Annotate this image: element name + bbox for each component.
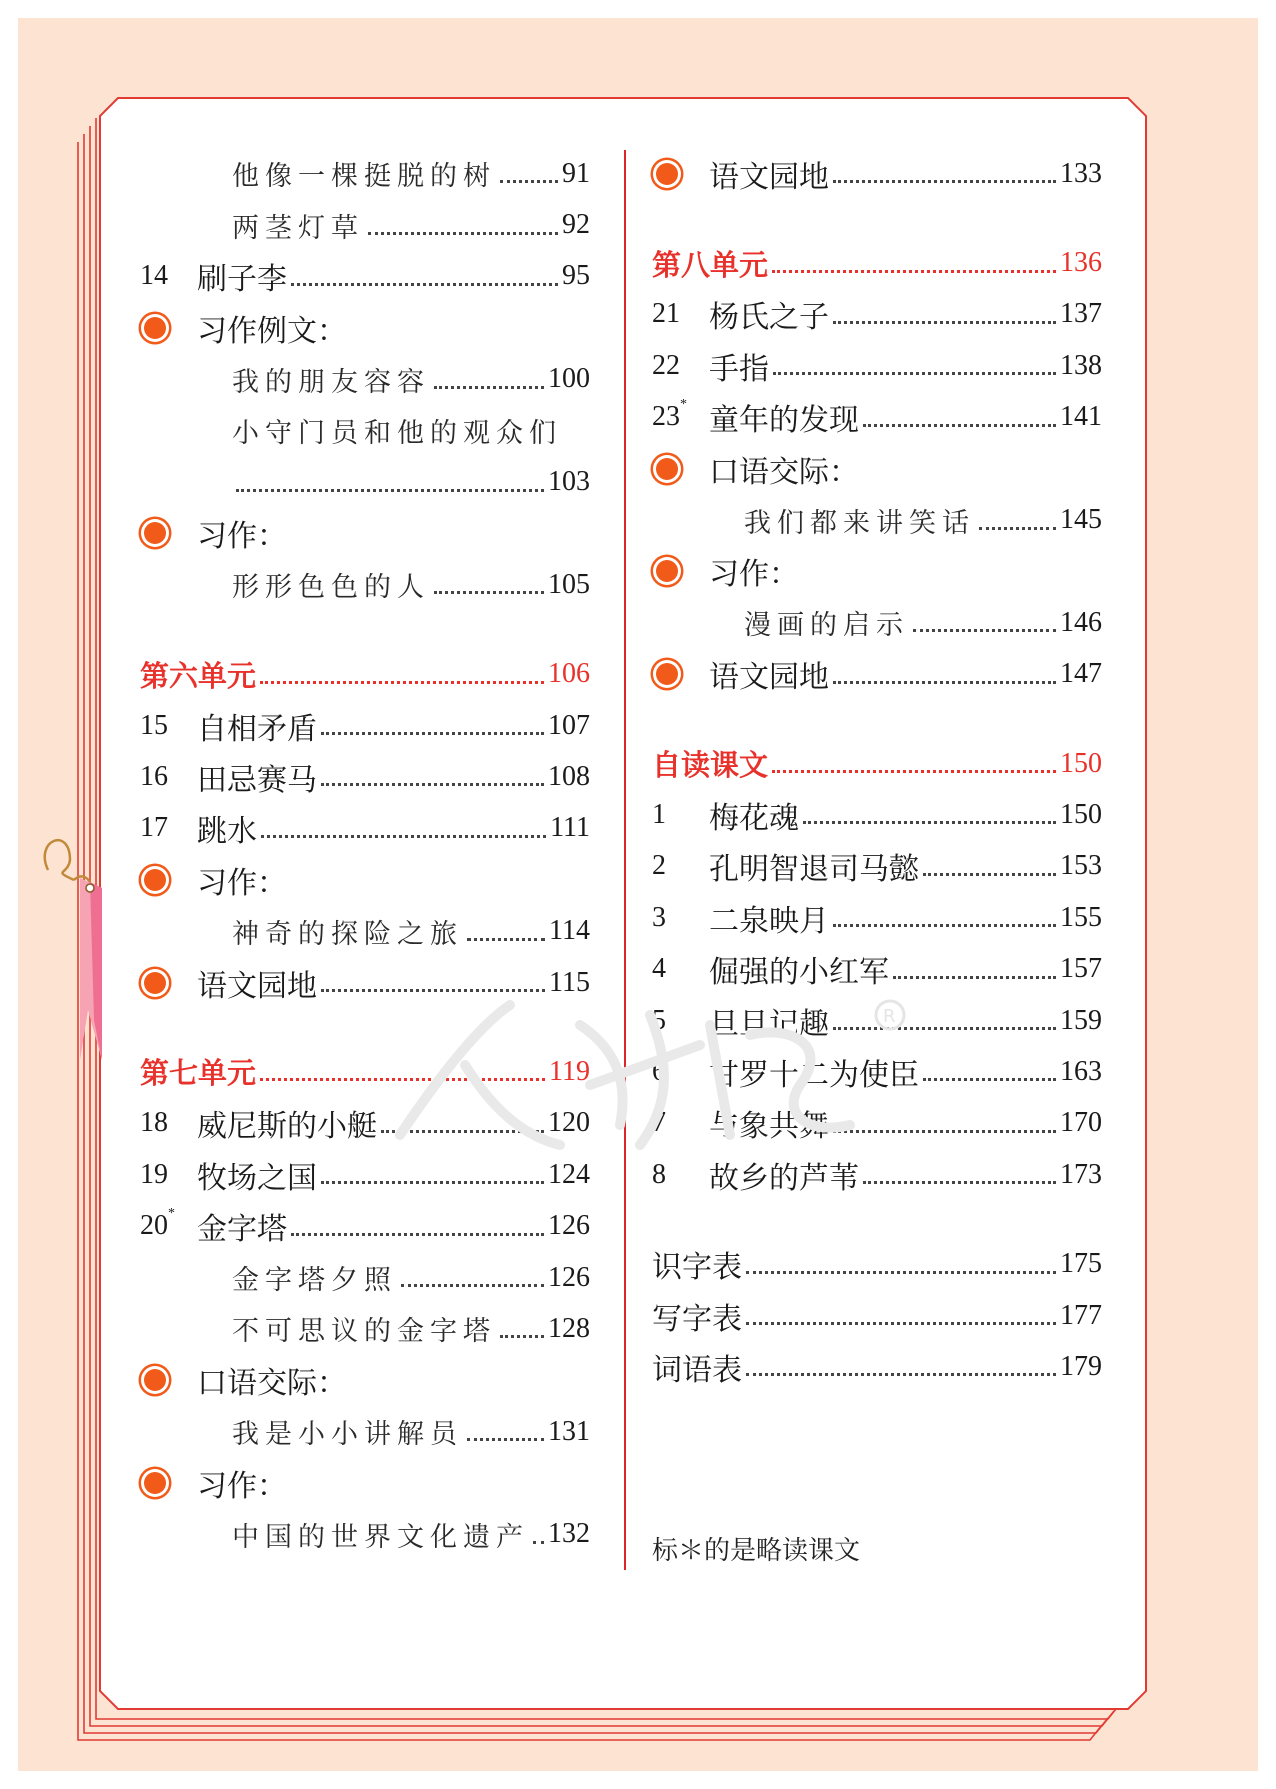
orange-circle-bullet-icon — [144, 317, 166, 339]
entry-title: 金字塔 — [197, 1212, 287, 1248]
orange-circle-bullet-icon — [144, 522, 166, 544]
page-number: 177 — [1060, 1299, 1102, 1331]
entry-title: 手指 — [709, 351, 769, 387]
page-number: 157 — [1060, 953, 1102, 985]
dot-leader — [291, 283, 558, 286]
page-number: 179 — [1060, 1350, 1102, 1382]
entry-title: 写字表 — [652, 1301, 742, 1337]
toc-entry[interactable] — [140, 1355, 590, 1406]
toc-entry[interactable] — [140, 1509, 590, 1560]
dot-leader — [368, 232, 558, 235]
dot-leader — [979, 527, 1056, 530]
dot-leader — [260, 1078, 545, 1081]
entry-title: 习作： — [709, 557, 799, 593]
page-number: 141 — [1060, 401, 1102, 433]
entry-title: 第六单元 — [140, 658, 257, 693]
toc-entry[interactable] — [140, 148, 590, 199]
entry-title: 故乡的芦苇 — [709, 1160, 859, 1196]
dot-leader — [833, 681, 1056, 684]
toc-entry[interactable] — [140, 1457, 590, 1508]
dot-leader — [773, 372, 1056, 375]
entry-title: 倔强的小红军 — [709, 955, 889, 991]
toc-entry[interactable] — [652, 546, 1102, 597]
orange-circle-bullet-icon — [656, 458, 678, 480]
entry-title: 习作： — [197, 1469, 287, 1505]
page-number: 103 — [548, 466, 590, 498]
entry-title: 形形色色的人 — [232, 572, 430, 604]
toc-entry[interactable] — [652, 1046, 1102, 1097]
entry-title: 口语交际： — [197, 1366, 347, 1402]
pink-bookmark-ribbon-icon — [40, 830, 110, 1060]
toc-entry[interactable] — [652, 1149, 1102, 1200]
skim-reading-star: * — [168, 1206, 175, 1222]
toc-entry[interactable] — [652, 995, 1102, 1046]
lesson-number: 7 — [652, 1107, 666, 1139]
page-number: 170 — [1060, 1107, 1102, 1139]
page-number: 119 — [549, 1055, 590, 1087]
entry-title: 词语表 — [652, 1352, 742, 1388]
lesson-number: 19 — [140, 1158, 168, 1190]
toc-entry[interactable] — [652, 1290, 1102, 1341]
lesson-number: 15 — [140, 709, 168, 741]
entry-title: 杨氏之子 — [709, 300, 829, 336]
entry-title: 两茎灯草 — [232, 212, 364, 244]
entry-title: 旦旦记趣 — [709, 1006, 829, 1042]
toc-entry[interactable] — [652, 892, 1102, 943]
spacer — [652, 1200, 1102, 1238]
dot-leader — [261, 835, 546, 838]
page-number: 95 — [562, 260, 590, 292]
dot-leader — [381, 1130, 544, 1133]
page-number: 137 — [1060, 298, 1102, 330]
dot-leader — [500, 1335, 544, 1338]
toc-entry[interactable] — [140, 302, 590, 353]
skim-reading-star: * — [680, 397, 687, 413]
entry-title: 第七单元 — [140, 1056, 257, 1091]
page-number: 147 — [1060, 658, 1102, 690]
toc-entry[interactable] — [140, 456, 590, 507]
unit-heading[interactable] — [140, 649, 590, 700]
page-number: 163 — [1060, 1055, 1102, 1087]
dot-leader — [401, 1284, 544, 1287]
dot-leader — [863, 1181, 1056, 1184]
page-number: 175 — [1060, 1248, 1102, 1280]
entry-title: 梅花魂 — [709, 800, 799, 836]
entry-title: 语文园地 — [709, 660, 829, 696]
entry-title: 第八单元 — [652, 247, 769, 282]
page-number: 105 — [548, 568, 590, 600]
lesson-number: 22 — [652, 349, 680, 381]
lesson-number: 8 — [652, 1158, 666, 1190]
bullet-slot — [140, 869, 197, 891]
toc-entry[interactable] — [652, 789, 1102, 840]
entry-title: 跳水 — [197, 814, 257, 850]
toc-right-column — [652, 148, 1102, 1393]
lesson-number: 21 — [652, 298, 680, 330]
toc-entry[interactable] — [652, 649, 1102, 700]
page-number: 146 — [1060, 606, 1102, 638]
page-number: 138 — [1060, 349, 1102, 381]
toc-entry[interactable] — [652, 443, 1102, 494]
entry-title: 中国的世界文化遗产 — [232, 1521, 529, 1553]
dot-leader — [434, 386, 544, 389]
toc-entry[interactable] — [652, 943, 1102, 994]
entry-title: 我是小小讲解员 — [232, 1419, 463, 1451]
entry-title: 威尼斯的小艇 — [197, 1109, 377, 1145]
toc-entry[interactable] — [652, 392, 1102, 443]
orange-circle-bullet-icon — [144, 869, 166, 891]
toc-left-column — [140, 148, 590, 1560]
page-number: 126 — [548, 1261, 590, 1293]
dot-leader — [434, 591, 544, 594]
page-number: 126 — [548, 1210, 590, 1242]
dot-leader — [746, 1271, 1056, 1274]
dot-leader — [467, 938, 545, 941]
page-number: 131 — [548, 1415, 590, 1447]
entry-title: 漫画的启示 — [744, 610, 909, 642]
entry-title: 习作例文： — [197, 313, 347, 349]
toc-entry[interactable] — [140, 1252, 590, 1303]
entry-title: 口语交际： — [709, 454, 859, 490]
toc-entry[interactable] — [652, 597, 1102, 648]
dot-leader — [533, 1541, 544, 1544]
entry-title: 甘罗十二为使臣 — [709, 1057, 919, 1093]
toc-entry[interactable] — [652, 494, 1102, 545]
unit-heading[interactable] — [652, 237, 1102, 288]
lesson-number: 2 — [652, 850, 666, 882]
page-number: 136 — [1060, 247, 1102, 279]
lesson-number: 5 — [652, 1004, 666, 1036]
dot-leader — [321, 1181, 544, 1184]
unit-heading[interactable] — [140, 1046, 590, 1097]
dot-leader — [923, 1078, 1056, 1081]
entry-title: 习作： — [197, 519, 287, 555]
toc-entry[interactable] — [140, 700, 590, 751]
page-number: 150 — [1060, 747, 1102, 779]
entry-title: 我的朋友容容 — [232, 366, 430, 398]
toc-entry[interactable] — [140, 405, 590, 456]
bullet-slot — [140, 522, 197, 544]
entry-title: 与象共舞 — [709, 1109, 829, 1145]
toc-entry[interactable] — [140, 905, 590, 956]
entry-title: 自相矛盾 — [197, 711, 317, 747]
spacer — [140, 611, 590, 649]
dot-leader — [833, 321, 1056, 324]
toc-entry[interactable] — [652, 1098, 1102, 1149]
page-number: 114 — [549, 915, 590, 947]
toc-entry[interactable] — [140, 251, 590, 302]
entry-title: 自读课文 — [652, 748, 769, 783]
toc-entry[interactable] — [140, 354, 590, 405]
dot-leader — [772, 770, 1056, 773]
toc-entry[interactable] — [652, 289, 1102, 340]
dot-leader — [321, 732, 544, 735]
toc-entry[interactable] — [140, 803, 590, 854]
lesson-number: 1 — [652, 798, 666, 830]
page-number: 92 — [562, 209, 590, 241]
entry-title: 识字表 — [652, 1250, 742, 1286]
dot-leader — [833, 180, 1056, 183]
bullet-slot — [652, 163, 709, 185]
lesson-number: 20* — [140, 1206, 175, 1242]
toc-entry[interactable] — [652, 148, 1102, 199]
footnote: 标＊的是略读课文 — [652, 1536, 861, 1566]
orange-circle-bullet-icon — [144, 1472, 166, 1494]
page-number: 155 — [1060, 901, 1102, 933]
lesson-number: 3 — [652, 901, 666, 933]
unit-heading[interactable] — [652, 738, 1102, 789]
dot-leader — [321, 989, 545, 992]
page-number: 120 — [548, 1107, 590, 1139]
dot-leader — [746, 1373, 1056, 1376]
entry-title: 牧场之国 — [197, 1160, 317, 1196]
entry-title: 神奇的探险之旅 — [232, 918, 463, 950]
toc-entry[interactable] — [652, 1238, 1102, 1289]
bullet-slot — [652, 458, 709, 480]
dot-leader — [772, 270, 1056, 273]
entry-title: 语文园地 — [709, 159, 829, 195]
page-number: 106 — [548, 658, 590, 690]
page-number: 108 — [548, 760, 590, 792]
toc-entry[interactable] — [140, 1200, 590, 1251]
toc-entry[interactable] — [140, 854, 590, 905]
toc-entry[interactable] — [652, 1341, 1102, 1392]
spacer — [652, 199, 1102, 237]
spacer — [652, 700, 1102, 738]
spacer — [140, 1008, 590, 1046]
toc-entry[interactable] — [140, 508, 590, 559]
lesson-number: 16 — [140, 760, 168, 792]
toc-entry[interactable] — [140, 1406, 590, 1457]
page-number: 91 — [562, 157, 590, 189]
bullet-slot — [140, 972, 197, 994]
toc-entry[interactable] — [140, 1303, 590, 1354]
bullet-slot — [140, 317, 197, 339]
entry-title: 他像一棵挺脱的树 — [232, 161, 496, 193]
toc-entry[interactable] — [140, 1098, 590, 1149]
page-number: 111 — [550, 812, 590, 844]
dot-leader — [913, 629, 1056, 632]
entry-title: 金字塔夕照 — [232, 1265, 397, 1296]
toc-entry[interactable] — [140, 559, 590, 610]
entry-title: 小守门员和他的观众们 — [232, 418, 562, 450]
lesson-number: 18 — [140, 1107, 168, 1139]
orange-circle-bullet-icon — [144, 972, 166, 994]
entry-title: 习作： — [197, 865, 287, 901]
dot-leader — [321, 783, 544, 786]
lesson-number: 4 — [652, 953, 666, 985]
lesson-number: 6 — [652, 1055, 666, 1087]
dot-leader — [863, 424, 1056, 427]
page-number: 153 — [1060, 850, 1102, 882]
dot-leader — [833, 1130, 1056, 1133]
page-number: 133 — [1060, 157, 1102, 189]
column-divider — [624, 150, 626, 1570]
toc-entry[interactable] — [140, 199, 590, 250]
bullet-slot — [140, 1369, 197, 1391]
lesson-number: 23* — [652, 397, 687, 433]
entry-title: 田忌赛马 — [197, 762, 317, 798]
dot-leader — [291, 1233, 544, 1236]
page-number: 145 — [1060, 504, 1102, 536]
entry-title: 孔明智退司马懿 — [709, 852, 919, 888]
entry-title: 刷子李 — [197, 262, 287, 298]
toc-entry[interactable] — [652, 340, 1102, 391]
dot-leader — [260, 681, 544, 684]
page-number: 128 — [548, 1312, 590, 1344]
svg-text:R: R — [883, 1006, 896, 1027]
toc-entry[interactable] — [140, 957, 590, 1008]
dot-leader — [467, 1438, 544, 1441]
dot-leader — [236, 489, 544, 492]
toc-entry[interactable] — [652, 841, 1102, 892]
bullet-slot — [652, 560, 709, 582]
dot-leader — [893, 976, 1056, 979]
dot-leader — [803, 821, 1056, 824]
bullet-slot — [652, 663, 709, 685]
page-number: 124 — [548, 1158, 590, 1190]
toc-entry[interactable] — [140, 1149, 590, 1200]
entry-title: 我们都来讲笑话 — [744, 507, 975, 539]
page-number: 150 — [1060, 798, 1102, 830]
dot-leader — [923, 873, 1056, 876]
page-number: 173 — [1060, 1158, 1102, 1190]
page-number: 159 — [1060, 1004, 1102, 1036]
page-number: 132 — [548, 1518, 590, 1550]
bullet-slot — [140, 1472, 197, 1494]
dot-leader — [500, 180, 558, 183]
page-number: 115 — [549, 966, 590, 998]
orange-circle-bullet-icon — [656, 163, 678, 185]
page-number: 107 — [548, 709, 590, 741]
entry-title: 不可思议的金字塔 — [232, 1316, 496, 1348]
lesson-number: 14 — [140, 260, 168, 292]
entry-title: 语文园地 — [197, 968, 317, 1004]
dot-leader — [746, 1322, 1056, 1325]
orange-circle-bullet-icon — [656, 560, 678, 582]
dot-leader — [833, 1027, 1056, 1030]
orange-circle-bullet-icon — [144, 1369, 166, 1391]
dot-leader — [833, 924, 1056, 927]
orange-circle-bullet-icon — [656, 663, 678, 685]
page-number: 100 — [548, 363, 590, 395]
lesson-number: 17 — [140, 812, 168, 844]
entry-title: 二泉映月 — [709, 903, 829, 939]
entry-title: 童年的发现 — [709, 403, 859, 439]
toc-entry[interactable] — [140, 751, 590, 802]
